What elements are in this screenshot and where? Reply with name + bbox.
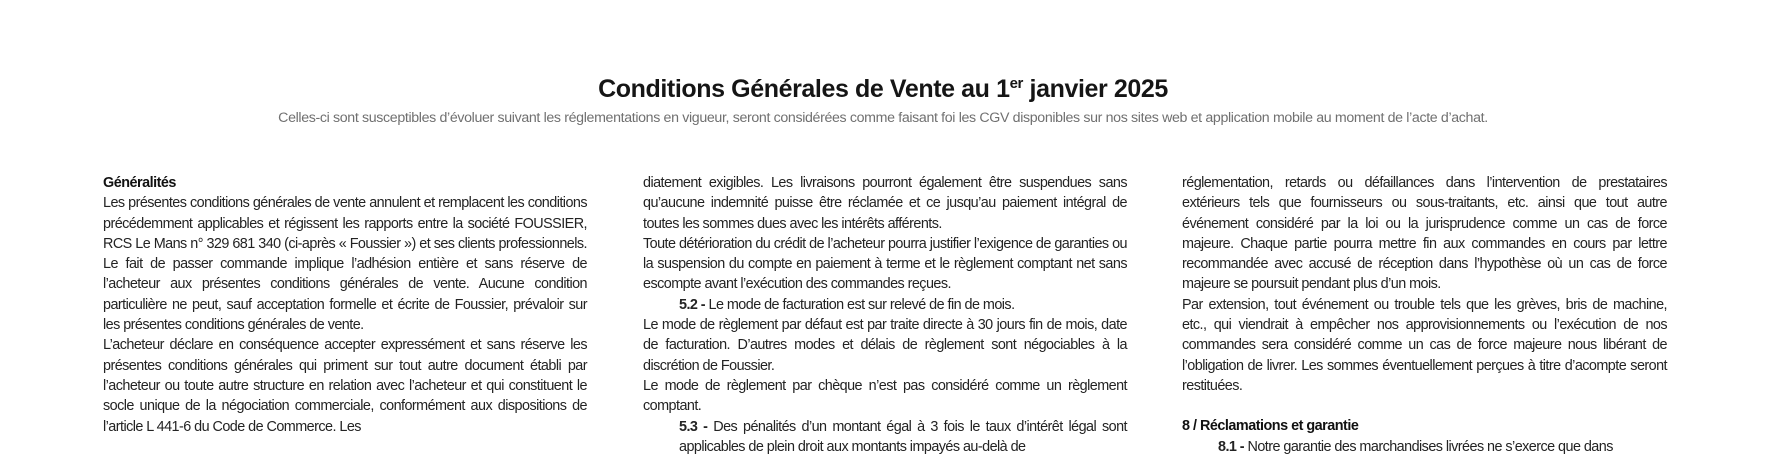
clause-number: 5.2 -	[679, 296, 706, 313]
column-1	[103, 173, 587, 437]
clause-5-3	[643, 417, 1127, 455]
clause-text: Le mode de facturation est sur relevé de fin de mois.	[705, 296, 1015, 313]
title-superscript: er	[1009, 75, 1023, 92]
column-2	[643, 173, 1127, 455]
paragraph: Par extension, tout événement ou trouble tels que les grèves, bris de machine, etc., qui viendrait à empêcher nos approvisionnements ou l’exécution de nos commandes sera considéré comme un cas de force majeure nous libérant de l’obligation de livrer. Les sommes éventuellement perçues à titre d’acompte seront restituées.	[1182, 296, 1667, 394]
paragraph: Le mode de règlement par chèque n’est pas considéré comme un règlement comptant.	[643, 377, 1127, 415]
paragraph: réglementation, retards ou défaillances dans l’intervention de prestataires extérieurs tels que fournisseurs ou sous-traitants, etc. ainsi que tout autre événement considéré par la loi ou la jurisprudence comme un cas de force majeure. Chaque partie pourra mettre fin aux commandes en cours par lettre recommandée avec accusé de réception dans l’hypothèse où un cas de force majeure se poursuit pendant plus d’un mois.	[1182, 175, 1667, 293]
clause-8-1	[1182, 437, 1667, 455]
paragraph: diatement exigibles. Les livraisons pourront également être suspendues sans qu’aucune indemnité puisse être réclamée et ce jusqu’au paiement intégral de toutes les sommes dues avec les intérêts afférents.	[643, 175, 1127, 232]
clause-number: 5.3 -	[679, 418, 708, 435]
document-subtitle: Celles-ci sont susceptibles d’évoluer suivant les réglementations en vigueur, seront considérées comme faisant foi les CGV disponibles sur nos sites web et application mobile au moment de l’acte d’achat.	[278, 110, 1488, 126]
paragraph: L’acheteur déclare en conséquence accepter expressément et sans réserve les présentes conditions générales qui priment sur tout autre document établi par l’acheteur ou toute autre structure en relation avec l’acheteur et qui constituent le socle unique de la négociation commerciale, conformément aux dispositions de l’article L 441-6 du Code de Commerce. Les	[103, 337, 587, 435]
section-heading-generalites: Généralités	[103, 175, 176, 191]
spacer	[1182, 396, 1667, 416]
clause-text: Notre garantie des marchandises livrées ne s’exerce que dans	[1244, 438, 1613, 455]
section-heading-reclamations: 8 / Réclamations et garantie	[1182, 418, 1359, 435]
title-main: Conditions Générales de Vente au 1	[598, 75, 1010, 103]
clause-5-2	[643, 295, 1127, 315]
document-header	[0, 74, 1766, 128]
clause-number: 8.1 -	[1218, 438, 1245, 455]
document-title	[0, 74, 1766, 104]
column-3	[1182, 173, 1667, 455]
title-tail: janvier 2025	[1023, 75, 1168, 103]
clause-text: Des pénalités d’un montant égal à 3 fois le taux d’intérêt légal sont applicables de plein droit aux montants impayés au-delà de	[679, 418, 1127, 455]
paragraph: Le mode de règlement par défaut est par traite directe à 30 jours fin de mois, date de facturation. D’autres modes et délais de règlement sont négociables à la discrétion de Foussier.	[643, 317, 1127, 374]
paragraph: Toute détérioration du crédit de l’acheteur pourra justifier l’exigence de garanties ou la suspension du compte en paiement à terme et le règlement comptant net sans escompte avant l’exécution des commandes reçues.	[643, 235, 1127, 293]
paragraph: Les présentes conditions générales de vente annulent et remplacent les conditions précédemment applicables et régissent les rapports entre la société FOUSSIER, RCS Le Mans n° 329 681 340 (ci-après « Foussier ») et ses clients professionnels. Le fait de passer commande implique l’adhésion entière et sans réserve de l’acheteur aux présentes conditions générales de vente. Aucune condition particulière ne peut, sauf acceptation formelle et écrite de Foussier, prévaloir sur les présentes conditions générales de vente.	[103, 195, 587, 334]
